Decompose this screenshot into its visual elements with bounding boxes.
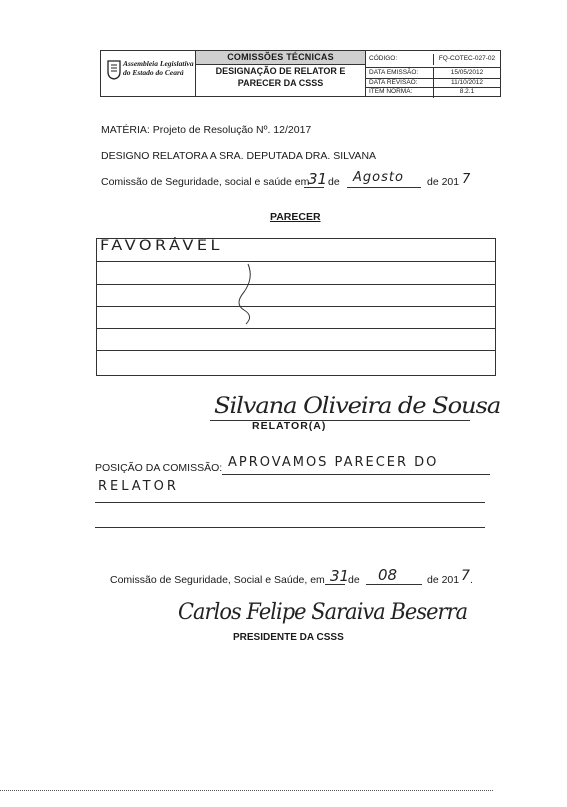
final-date-prefix: Comissão de Seguridade, Social e Saúde, em xyxy=(110,574,325,586)
position-rule-2 xyxy=(95,502,485,503)
relator-signature-line xyxy=(210,420,470,421)
revision-date-value: 11/10/2012 xyxy=(450,79,484,86)
final-date-end: . xyxy=(470,574,473,586)
code-label: CÓDIGO: xyxy=(366,54,434,65)
commission-date-prefix: Comissão de Seguridade, social e saúde em xyxy=(101,176,310,188)
issue-date-value: 15/05/2012 xyxy=(450,69,484,76)
document-header xyxy=(100,50,501,97)
document-title xyxy=(196,65,365,89)
revision-date-label: DATA REVISÃO: xyxy=(366,78,434,89)
day-underline xyxy=(304,187,324,188)
org-name-line1: Assembleia Legislativa xyxy=(123,59,194,68)
org-name-line2: do Estado do Ceará xyxy=(123,68,184,77)
issue-date-label: DATA EMISSÃO: xyxy=(366,68,434,79)
final-month-underline xyxy=(366,584,422,585)
document-title-line2: PARECER DA CSSS xyxy=(237,78,324,88)
norm-item-value: 8.2.1 xyxy=(459,88,475,95)
code-value: FQ-COTEC-027-02 xyxy=(438,55,496,62)
final-day-underline xyxy=(325,584,345,585)
footer-rule xyxy=(0,790,493,791)
coat-of-arms-icon xyxy=(107,60,121,80)
relator-label: RELATOR(A) xyxy=(252,420,327,432)
parecer-title: PARECER xyxy=(270,211,321,223)
position-handwritten-1: APROVAMOS PARECER DO xyxy=(228,455,439,470)
final-month: 08 xyxy=(378,566,398,584)
position-label: POSIÇÃO DA COMISSÃO: xyxy=(95,462,223,474)
commission-date-de1: de xyxy=(328,176,340,188)
commission-year-digit: 7 xyxy=(462,172,471,187)
position-rule-3 xyxy=(95,527,485,528)
final-year-digit: 7 xyxy=(461,568,470,584)
handwritten-stroke xyxy=(230,262,270,326)
parecer-rule xyxy=(97,261,495,262)
logo-cell xyxy=(101,51,196,96)
parecer-rule xyxy=(97,328,495,329)
designation-line: DESIGNO RELATORA A SRA. DEPUTADA DRA. SILVANA xyxy=(101,150,377,162)
org-name xyxy=(123,59,194,77)
final-date-de2: de 201 xyxy=(427,574,460,586)
final-day: 31 xyxy=(330,567,350,585)
relator-signature: Silvana Oliveira de Sousa xyxy=(214,394,501,419)
parecer-box xyxy=(96,238,496,376)
president-signature: Carlos Felipe Saraiva Beserra xyxy=(178,600,468,625)
norm-item-label: ITEM NORMA: xyxy=(366,87,434,98)
title-cell xyxy=(196,51,366,96)
parecer-handwritten: FAVORÁVEL xyxy=(100,238,223,254)
final-date-de1: de xyxy=(348,574,360,586)
month-underline xyxy=(347,187,421,188)
position-rule-1 xyxy=(222,474,490,475)
section-title: COMISSÕES TÉCNICAS xyxy=(196,51,365,65)
parecer-rule xyxy=(97,284,495,285)
commission-month: Agosto xyxy=(353,170,404,185)
parecer-rule xyxy=(97,306,495,307)
parecer-rule xyxy=(97,350,495,351)
president-label: PRESIDENTE DA CSSS xyxy=(233,632,344,643)
materia-line: MATÉRIA: Projeto de Resolução Nº. 12/2017 xyxy=(101,124,312,136)
commission-day: 31 xyxy=(308,170,328,188)
document-title-line1: DESIGNAÇÃO DE RELATOR E xyxy=(215,66,346,76)
position-handwritten-2: RELATOR xyxy=(98,479,179,494)
commission-date-de2: de 201 xyxy=(427,176,460,188)
